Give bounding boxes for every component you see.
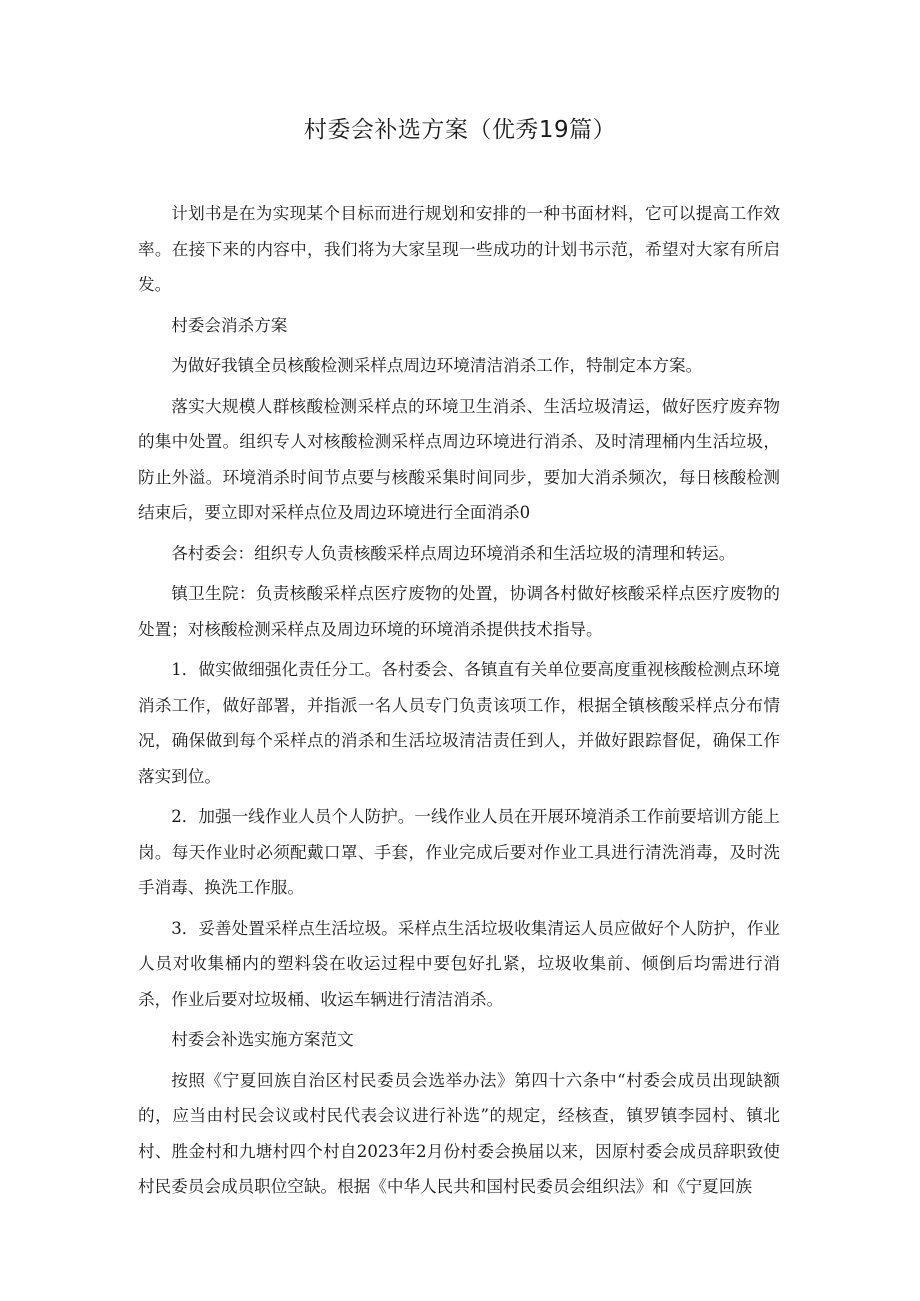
list-item-3: 3．妥善处置采样点生活垃圾。采样点生活垃圾收集清运人员应做好个人防护，作业人员对收集桶内的塑料袋在收运过程中要包好扎紧，垃圾收集前、倾倒后均需进行消杀，作业后要对垃圾桶、收运车辆进行清洁消杀。 bbox=[138, 918, 780, 1009]
section-heading-by-election: 村委会补选实施方案范文 bbox=[171, 1030, 354, 1049]
paragraph: 镇卫生院：负责核酸采样点医疗废物的处置，协调各村做好核酸采样点医疗废物的处置；对核酸检测采样点及周边环境的环境消杀提供技术指导。 bbox=[138, 584, 780, 639]
list-item-2: 2．加强一线作业人员个人防护。一线作业人员在开展环境消杀工作前要培训方能上岗。每天作业时必须配戴口罩、手套，作业完成后要对作业工具进行清洗消毒，及时洗手消毒、换洗工作服。 bbox=[138, 807, 780, 897]
list-item-1: 1．做实做细强化责任分工。各村委会、各镇直有关单位要高度重视核酸检测点环境消杀工作，做好部署，并指派一名人员专门负责该项工作，根据全镇核酸采样点分布情况，确保做到每个采样点的消杀和生活垃圾清洁责任到人，并做好跟踪督促，确保工作落实到位。 bbox=[138, 660, 780, 786]
paragraph: 各村委会：组织专人负责核酸采样点周边环境消杀和生活垃圾的清理和转运。 bbox=[171, 543, 736, 563]
paragraph: 为做好我镇全员核酸检测采样点周边环境清洁消杀工作，特制定本方案。 bbox=[171, 356, 703, 375]
paragraph: 落实大规模人群核酸检测采样点的环境卫生消杀、生活垃圾清运，做好医疗废弃物的集中处置。组织专人对核酸检测采样点周边环境进行消杀、及时清理桶内生活垃圾，防止外溢。环境消杀时间节点要与核酸采集时间同步，要加大消杀频次，每日核酸检测结束后，要立即对采样点位及周边环境进行全面消杀0 bbox=[138, 396, 780, 522]
document-title: 村委会补选方案（优秀19篇） bbox=[303, 117, 617, 143]
paragraph: 按照《宁夏回族自治区村民委员会选举办法》第四十六条中“村委会成员出现缺额的，应当由村民会议或村民代表会议进行补选”的规定，经核查，镇罗镇李园村、镇北村、胜金村和九塘村四个村自2023年2月份村委会换届以来，因原村委会成员辞职致使村民委员会成员职位空缺。根据《中华人民共和国村民委员会组织法》和《宁夏回族 bbox=[138, 1070, 780, 1196]
section-heading-disinfection: 村委会消杀方案 bbox=[171, 315, 288, 335]
paragraph-intro: 计划书是在为实现某个目标而进行规划和安排的一种书面材料，它可以提高工作效率。在接下来的内容中，我们将为大家呈现一些成功的计划书示范，希望对大家有所启发。 bbox=[138, 204, 780, 294]
document-body bbox=[138, 196, 780, 1210]
